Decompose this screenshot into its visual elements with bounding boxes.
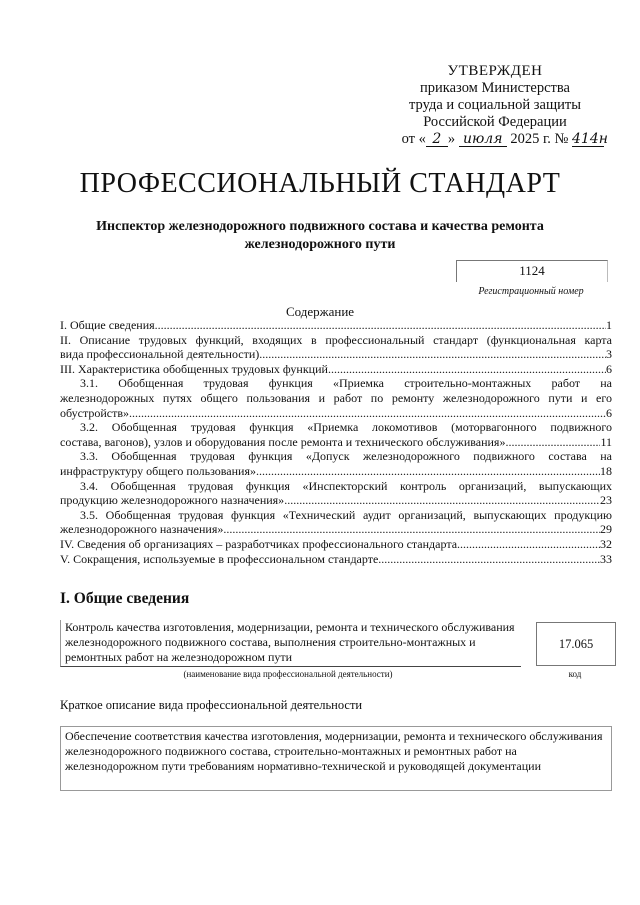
toc-leader-dots xyxy=(259,347,606,362)
toc-page-number: 18 xyxy=(600,463,612,478)
approval-block xyxy=(380,63,610,148)
document-title: ПРОФЕССИОНАЛЬНЫЙ СТАНДАРТ xyxy=(79,168,561,199)
approval-line: УТВЕРЖДЕН xyxy=(447,63,543,79)
toc-leader-dots xyxy=(284,493,600,508)
handwritten-day: 2 xyxy=(426,132,448,147)
activity-code: 17.065 xyxy=(536,622,616,666)
activity-caption: (наименование вида профессиональной деятельности) xyxy=(183,669,393,679)
toc-page-number: 29 xyxy=(600,522,612,537)
toc-page-number: 6 xyxy=(606,361,612,376)
toc-entry-text: III. Характеристика обобщенных трудовых функций xyxy=(60,361,328,376)
section-heading: I. Общие сведения xyxy=(60,590,190,607)
toc-entry-text: 3.3. Обобщенная трудовая функция «Допуск железнодорожного подвижного состава на xyxy=(80,449,612,464)
handwritten-number: 414н xyxy=(572,131,608,147)
toc-leader-dots xyxy=(256,464,600,479)
toc-page-number: 23 xyxy=(600,493,612,508)
registration-number: 1124 xyxy=(456,260,608,282)
code-caption: код xyxy=(568,669,582,679)
toc-entry-text: инфраструктуру общего пользования» xyxy=(60,463,256,478)
toc-leader-dots xyxy=(328,362,606,377)
toc-entry-text: 3.1. Обобщенная трудовая функция «Приемка строительно-монтажных работ на xyxy=(80,376,612,391)
toc-entry-text: V. Сокращения, используемые в профессиональном стандарте xyxy=(60,551,379,566)
registration-label: Регистрационный номер xyxy=(478,286,584,297)
toc-entry-text: IV. Сведения об организациях – разработчиках профессионального стандарта xyxy=(60,536,458,551)
handwritten-month: июля xyxy=(459,132,507,147)
toc-leader-dots xyxy=(505,435,600,450)
standard-name: Инспектор железнодорожного подвижного состава и качества ремонта железнодорожного пути xyxy=(96,219,544,252)
toc-page-number: 32 xyxy=(600,536,612,551)
toc-entry[interactable] xyxy=(60,552,612,567)
toc-entry[interactable] xyxy=(60,318,612,333)
toc-page-number: 11 xyxy=(600,434,612,449)
toc-page-number: 6 xyxy=(606,405,612,420)
approval-line: Российской Федерации xyxy=(423,114,567,130)
toc-entry[interactable] xyxy=(60,362,612,377)
brief-description: Обеспечение соответствия качества изготовления, модернизации, ремонта и технического обслуживания железнодорожного подвижного состава, строительно-монтажных и ремонтных работ на железнодорожном пути требованиям нормативно-технической и руководящей документации xyxy=(60,726,612,791)
toc-entry-text: состава, вагонов), узлов и оборудования после ремонта и технического обслуживания» xyxy=(60,434,506,449)
approval-line: труда и социальной защиты xyxy=(409,97,581,113)
toc-entry-text: вида профессиональной деятельности) xyxy=(60,347,260,362)
toc-leader-dots xyxy=(457,537,600,552)
toc-entry-text: железнодорожного назначения» xyxy=(60,522,224,537)
toc-entry[interactable] xyxy=(60,508,612,537)
toc-leader-dots xyxy=(155,318,606,333)
toc-entry-text: I. Общие сведения xyxy=(60,318,155,332)
toc-page-number: 3 xyxy=(606,347,612,362)
date-prefix: от « xyxy=(401,131,426,147)
toc-entry[interactable] xyxy=(60,376,612,420)
toc-entry[interactable] xyxy=(60,420,612,449)
activity-kind: Контроль качества изготовления, модернизации, ремонта и технического обслуживания железнодорожного подвижного состава, выполнения строительно-монтажных и ремонтных работ на железнодорожном пути xyxy=(60,620,521,667)
brief-description-label: Краткое описание вида профессиональной деятельности xyxy=(60,698,363,712)
toc-entry-text: 3.2. Обобщенная трудовая функция «Приемка локомотивов (моторвагонного подвижного xyxy=(80,420,612,435)
date-year: 2025 г. № xyxy=(510,131,569,147)
toc-title: Содержание xyxy=(285,304,355,319)
toc-entry-text: II. Описание трудовых функций, входящих в профессиональный стандарт (функциональная карта xyxy=(60,332,612,347)
date-day-suffix: » xyxy=(447,131,456,147)
approval-line: приказом Министерства xyxy=(420,80,570,96)
toc-entry[interactable] xyxy=(60,537,612,552)
toc-page-number: 33 xyxy=(600,551,612,566)
approval-date xyxy=(380,131,610,148)
toc-entry-text: железнодорожных путях общего пользования и работ по ремонту железнодорожного пути и его xyxy=(60,390,612,405)
toc-entry[interactable] xyxy=(60,479,612,508)
toc-entry-text: 3.4. Обобщенная трудовая функция «Инспекторский контроль организаций, выпускающих xyxy=(80,478,612,493)
toc-leader-dots xyxy=(378,552,600,567)
toc-entry-text: обустройств» xyxy=(60,405,130,420)
toc-entry-text: 3.5. Обобщенная трудовая функция «Технический аудит организаций, выпускающих продукцию xyxy=(80,507,612,522)
toc-leader-dots xyxy=(129,406,606,421)
table-of-contents xyxy=(60,318,612,566)
toc-page-number: 1 xyxy=(606,318,612,332)
toc-entry[interactable] xyxy=(60,333,612,362)
toc-entry-text: продукцию железнодорожного назначения» xyxy=(60,493,285,508)
toc-entry[interactable] xyxy=(60,449,612,478)
toc-leader-dots xyxy=(223,522,600,537)
